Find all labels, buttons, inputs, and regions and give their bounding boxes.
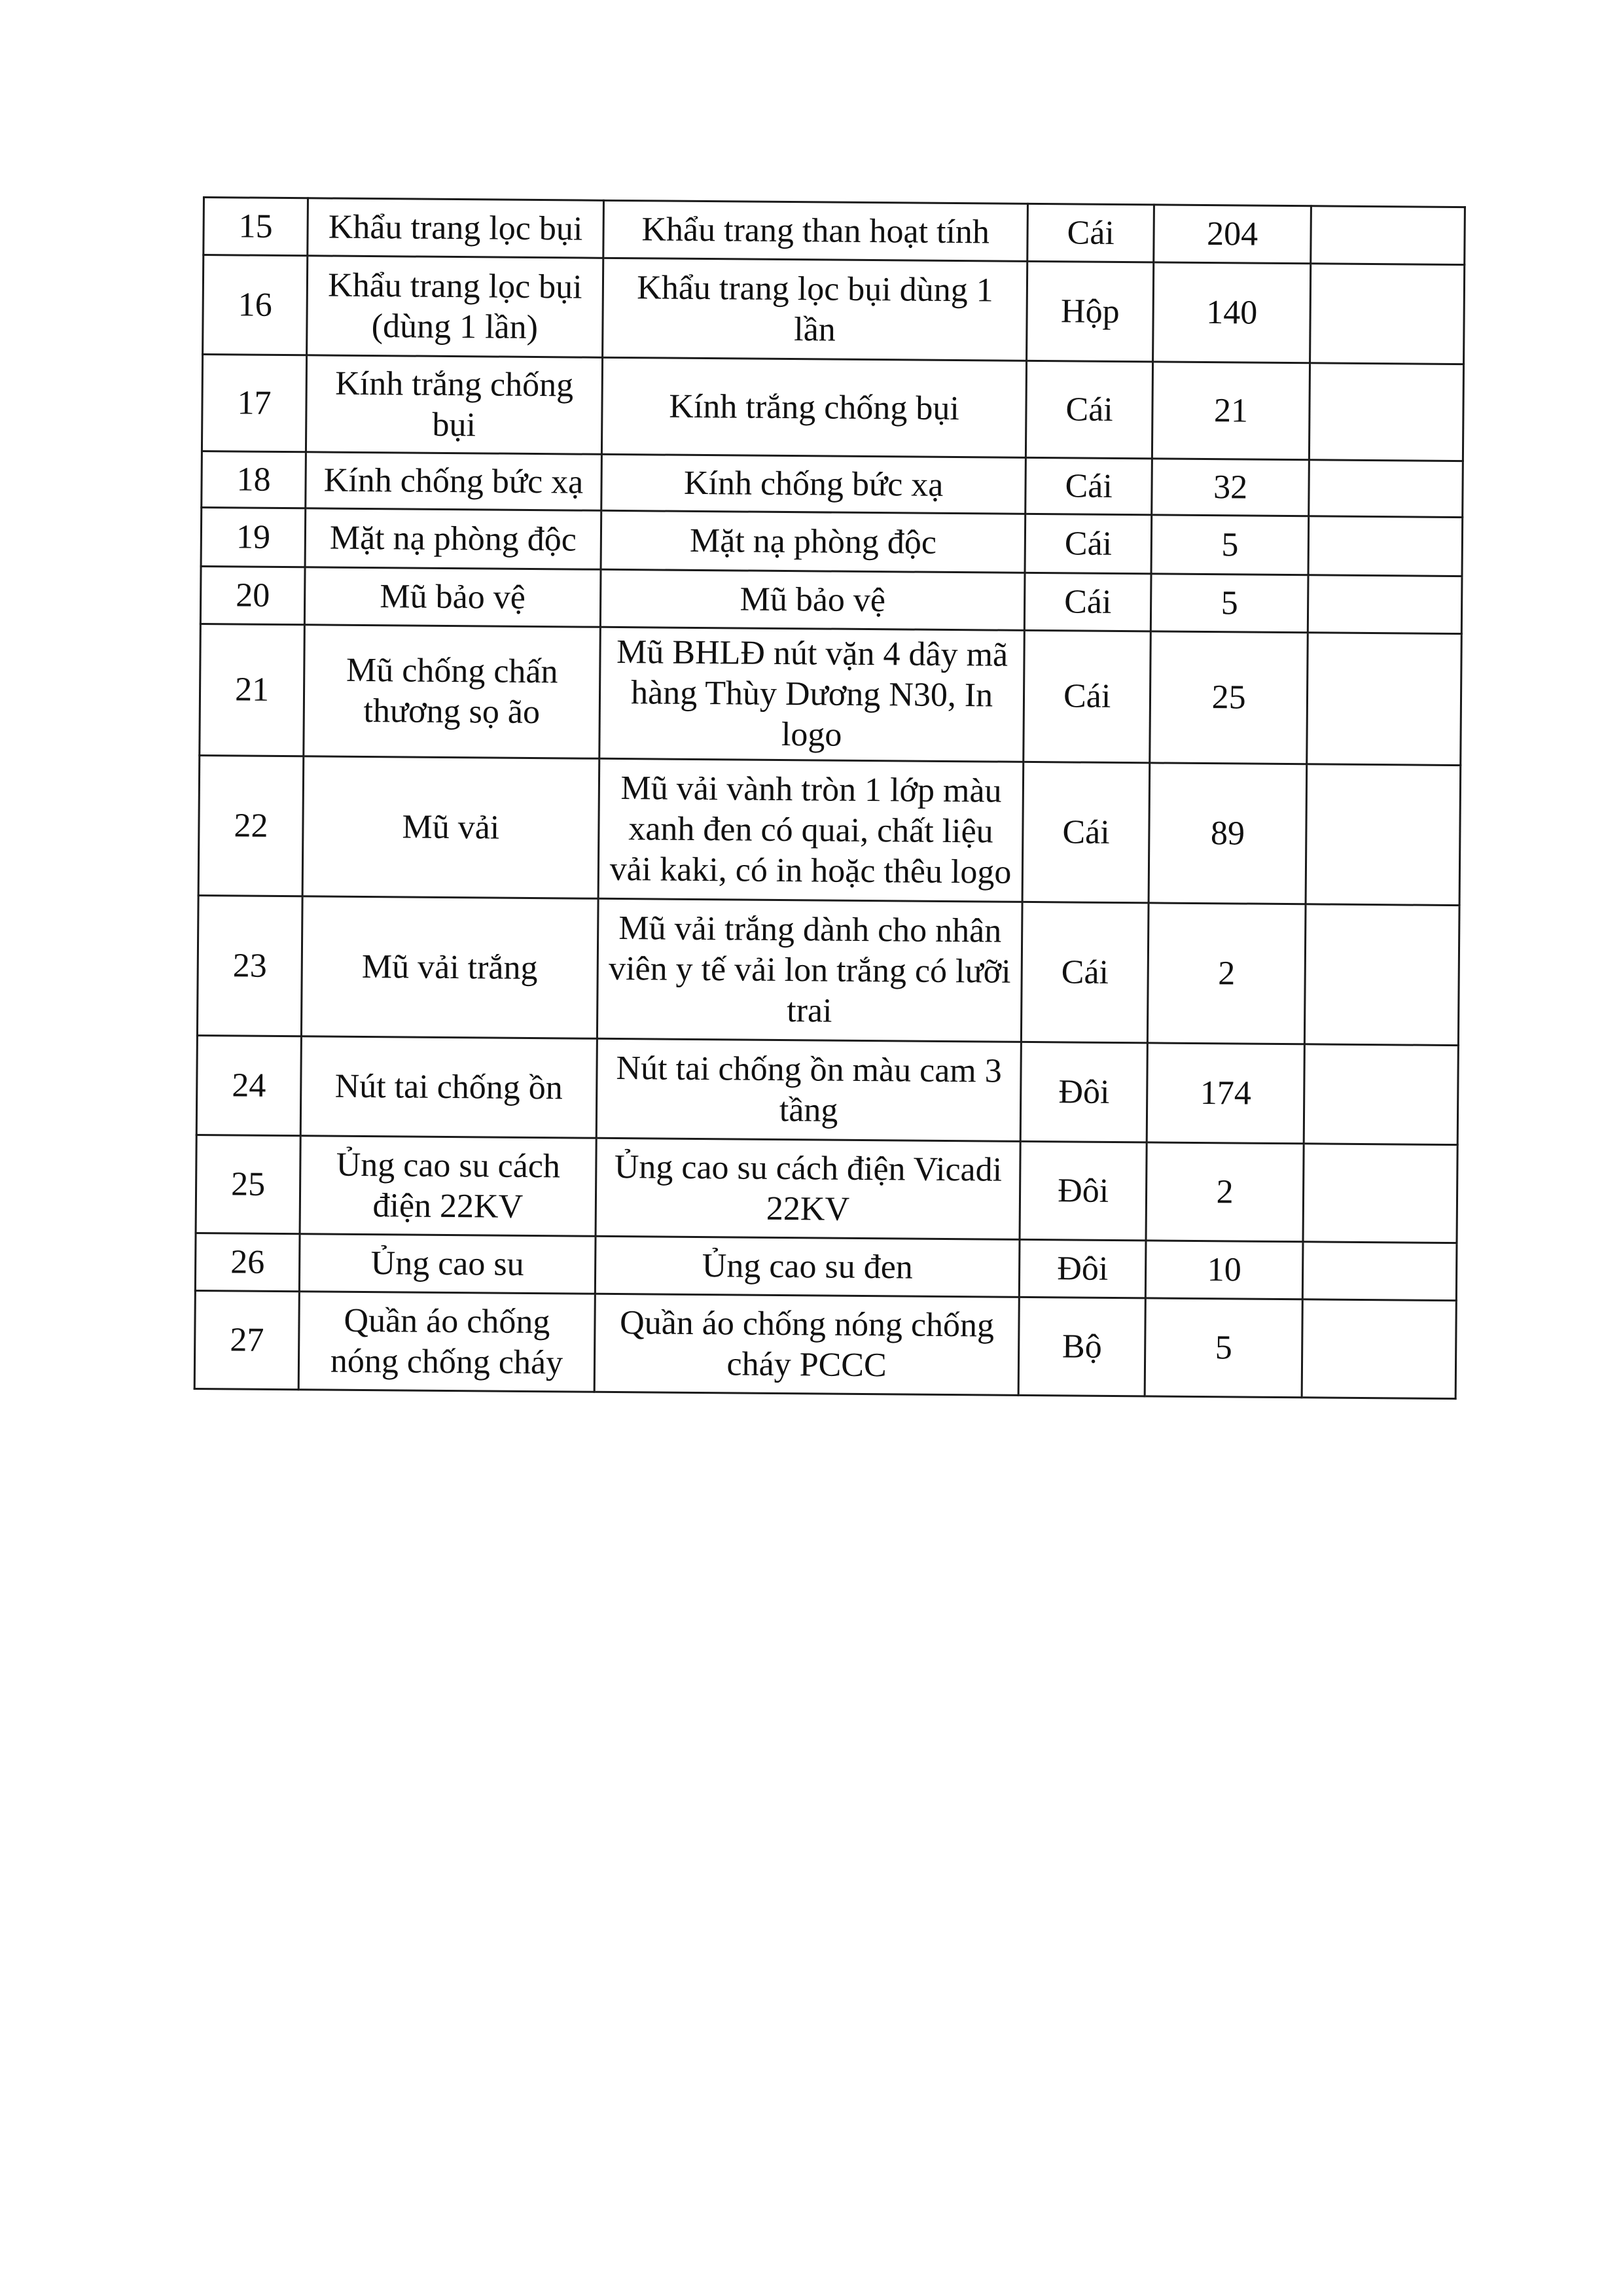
row-number-cell: 19 [201,507,306,567]
item-name-cell: Kính trắng chống bụi [306,355,603,455]
unit-cell: Cái [1024,630,1150,763]
unit-cell: Cái [1025,573,1151,631]
item-name-cell: Quần áo chống nóng chống cháy [298,1292,595,1392]
table-row [200,566,1462,633]
item-description-cell: Kính trắng chống bụi [601,357,1027,457]
note-cell [1308,575,1462,634]
equipment-table [194,196,1466,1400]
note-cell [1304,1044,1458,1145]
table-row [196,1135,1457,1243]
quantity-cell: 204 [1154,205,1311,264]
row-number-cell: 22 [198,755,304,896]
note-cell [1302,1299,1456,1399]
quantity-cell: 10 [1145,1241,1303,1299]
quantity-cell: 5 [1145,1298,1302,1398]
unit-cell: Đôi [1020,1239,1146,1298]
note-cell [1311,206,1465,265]
quantity-cell: 89 [1149,763,1307,904]
unit-cell: Cái [1025,514,1151,574]
item-description-cell: Quần áo chống nóng chống cháy PCCC [594,1294,1020,1395]
item-description-cell: Mặt nạ phòng độc [601,510,1026,573]
note-cell [1309,460,1463,518]
quantity-cell: 174 [1147,1043,1304,1144]
quantity-cell: 2 [1147,903,1306,1044]
table-row [201,507,1463,576]
note-cell [1307,633,1461,766]
table-row [195,1233,1457,1300]
quantity-cell: 5 [1150,574,1308,633]
unit-cell: Cái [1022,762,1149,903]
note-cell [1306,764,1460,906]
item-description-cell: Kính chống bức xạ [601,454,1026,514]
equipment-table-body [194,198,1465,1399]
unit-cell: Cái [1022,902,1149,1043]
item-description-cell: Ủng cao su cách điện Vicadi 22KV [596,1138,1021,1239]
row-number-cell: 16 [203,255,308,355]
item-name-cell: Mặt nạ phòng độc [305,508,601,570]
item-name-cell: Khẩu trang lọc bụi (dùng 1 lần) [307,256,603,358]
note-cell [1308,516,1462,576]
quantity-cell: 32 [1152,459,1310,516]
unit-cell: Cái [1026,457,1152,515]
table-row [202,451,1463,517]
item-description-cell: Mũ vải trắng dành cho nhân viên y tế vải lon trắng có lưỡi trai [597,898,1022,1042]
row-number-cell: 21 [200,624,305,756]
unit-cell: Bộ [1019,1297,1146,1396]
quantity-cell: 5 [1151,515,1309,575]
quantity-cell: 2 [1146,1142,1304,1242]
note-cell [1310,363,1464,461]
unit-cell: Đôi [1020,1141,1147,1241]
item-name-cell: Mũ vải trắng [302,896,598,1039]
note-cell [1303,1242,1457,1301]
item-name-cell: Khẩu trang lọc bụi [308,198,603,258]
quantity-cell: 140 [1152,262,1310,363]
row-number-cell: 20 [200,566,305,624]
note-cell [1305,904,1459,1046]
item-description-cell: Khẩu trang lọc bụi dùng 1 lần [602,258,1027,361]
item-description-cell: Ủng cao su đen [595,1236,1020,1297]
unit-cell: Cái [1026,361,1153,459]
note-cell [1310,264,1465,364]
item-description-cell: Mũ bảo vệ [600,569,1025,630]
note-cell [1303,1144,1457,1243]
row-number-cell: 27 [194,1290,299,1389]
item-description-cell: Mũ BHLĐ nút vặn 4 dây mã hàng Thùy Dương N30, In logo [599,627,1025,762]
row-number-cell: 24 [196,1035,301,1135]
item-name-cell: Mũ chống chấn thương sọ ão [304,625,600,759]
item-name-cell: Kính chống bức xạ [306,452,601,511]
table-row [194,1290,1456,1398]
table-row [204,198,1465,265]
item-description-cell: Mũ vải vành tròn 1 lớp màu xanh đen có quai, chất liệu vải kaki, có in hoặc thêu logo [598,758,1024,902]
table-row [202,355,1463,461]
item-name-cell: Nút tai chống ồn [300,1036,597,1139]
item-name-cell: Ủng cao su cách điện 22KV [300,1136,596,1237]
quantity-cell: 21 [1152,362,1310,460]
table-row [197,895,1459,1045]
row-number-cell: 15 [204,198,308,256]
table-row [196,1035,1458,1144]
item-name-cell: Mũ vải [302,756,599,899]
unit-cell: Đôi [1021,1042,1148,1142]
table-row [198,755,1461,905]
table-row [200,624,1462,765]
item-name-cell: Ủng cao su [299,1234,595,1294]
item-description-cell: Nút tai chống ồn màu cam 3 tầng [596,1038,1022,1141]
unit-cell: Hộp [1027,261,1154,362]
item-description-cell: Khẩu trang than hoạt tính [603,200,1028,261]
table-row [203,255,1465,364]
quantity-cell: 25 [1150,631,1308,764]
row-number-cell: 18 [202,451,306,508]
row-number-cell: 23 [197,895,302,1036]
item-name-cell: Mũ bảo vệ [304,567,600,627]
unit-cell: Cái [1027,203,1154,262]
row-number-cell: 26 [195,1233,300,1291]
row-number-cell: 25 [196,1135,300,1233]
row-number-cell: 17 [202,355,306,452]
